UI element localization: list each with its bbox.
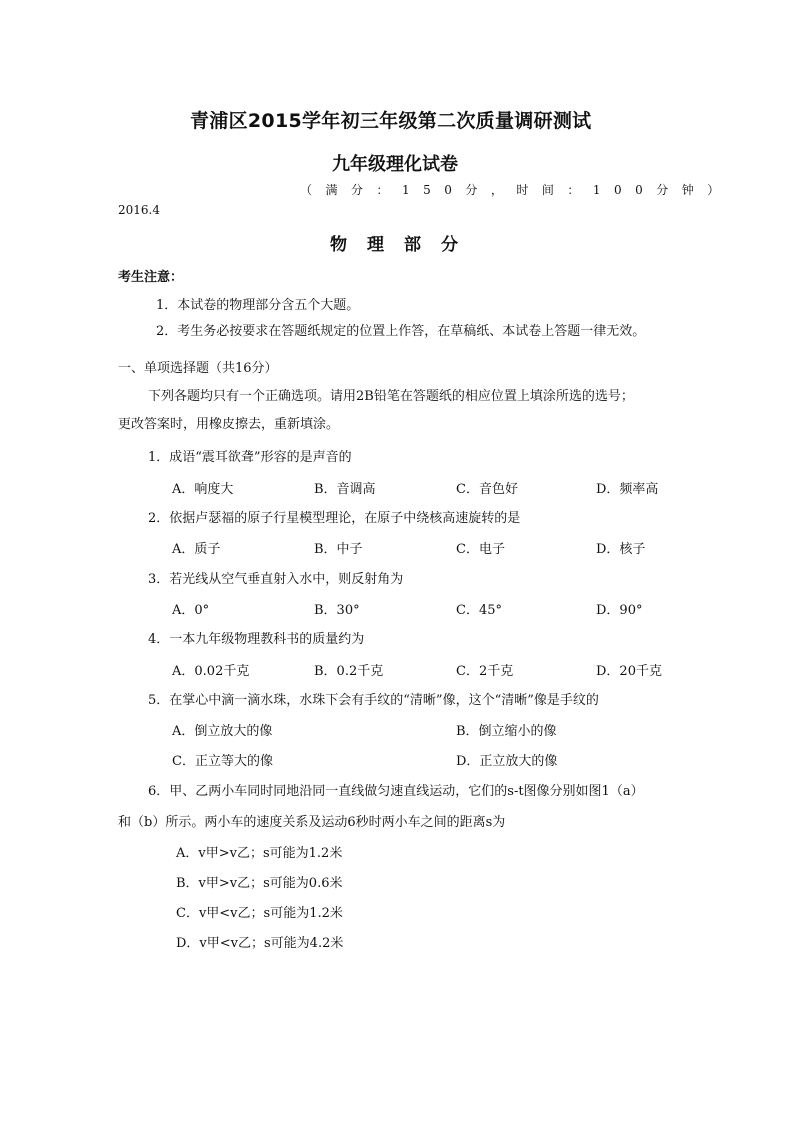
q6-option-a: A．v甲>v乙；s可能为1.2米 [176, 846, 343, 861]
notice-heading: 考生注意： [118, 270, 184, 285]
q3-option-c: C．45° [456, 603, 502, 618]
q3-option-a: A．0° [172, 603, 210, 618]
q2-option-b: B．中子 [314, 542, 363, 557]
part1-instruction-line1: 下列各题均只有一个正确选项。请用2B铅笔在答题纸的相应位置上填涂所选的选号； [148, 389, 634, 404]
q1-option-d: D．频率高 [596, 482, 659, 497]
question-2-stem: 2．依据卢瑟福的原子行星模型理论，在原子中绕核高速旋转的是 [148, 511, 521, 526]
notice-item-2: 2．考生务必按要求在答题纸规定的位置上作答，在草稿纸、本试卷上答题一律无效。 [156, 324, 646, 339]
q5-option-c: C．正立等大的像 [172, 754, 273, 769]
q5-option-b: B．倒立缩小的像 [456, 724, 557, 739]
q1-option-c: C．音色好 [456, 482, 518, 497]
q4-option-b: B．0.2千克 [314, 664, 384, 679]
question-1-stem: 1．成语“震耳欲聋”形容的是声音的 [148, 450, 352, 465]
exam-title: 青浦区2015学年初三年级第二次质量调研测试 [190, 110, 592, 132]
q2-option-c: C．电子 [456, 542, 505, 557]
section-title: 物理部分 [330, 235, 478, 255]
q1-option-a: A．响度大 [172, 482, 234, 497]
question-5-stem: 5．在掌心中滴一滴水珠，水珠下会有手纹的“清晰”像，这个“清晰”像是手纹的 [148, 693, 599, 708]
exam-date: 2016.4 [118, 203, 160, 217]
q4-option-c: C．2千克 [456, 664, 514, 679]
question-6-stem-line2: 和（b）所示。两小车的速度关系及运动6秒时两小车之间的距离s为 [118, 815, 506, 830]
q2-option-d: D．核子 [596, 542, 646, 557]
q4-option-d: D．20千克 [596, 664, 662, 679]
notice-item-1: 1．本试卷的物理部分含五个大题。 [156, 298, 360, 313]
q5-option-a: A．倒立放大的像 [172, 724, 273, 739]
q6-option-b: B．v甲>v乙；s可能为0.6米 [176, 876, 343, 891]
question-4-stem: 4．一本九年级物理教科书的质量约为 [148, 632, 365, 647]
q6-option-d: D．v甲<v乙；s可能为4.2米 [176, 936, 344, 951]
question-6-stem-line1: 6．甲、乙两小车同时同地沿同一直线做匀速直线运动，它们的s-t图像分别如图1（a） [148, 784, 644, 799]
q4-option-a: A．0.02千克 [172, 664, 250, 679]
q3-option-d: D．90° [596, 603, 643, 618]
part1-heading: 一、单项选择题（共16分） [118, 361, 278, 376]
q2-option-a: A．质子 [172, 542, 221, 557]
q1-option-b: B．音调高 [314, 482, 376, 497]
q3-option-b: B．30° [314, 603, 360, 618]
part1-instruction-line2: 更改答案时，用橡皮擦去，重新填涂。 [118, 417, 340, 432]
q6-option-c: C．v甲<v乙；s可能为1.2米 [176, 906, 343, 921]
exam-subtitle: 九年级理化试卷 [332, 154, 458, 175]
exam-meta: （满分：150分，时间：100分钟） [300, 183, 733, 197]
question-3-stem: 3．若光线从空气垂直射入水中，则反射角为 [148, 572, 404, 587]
q5-option-d: D．正立放大的像 [456, 754, 558, 769]
